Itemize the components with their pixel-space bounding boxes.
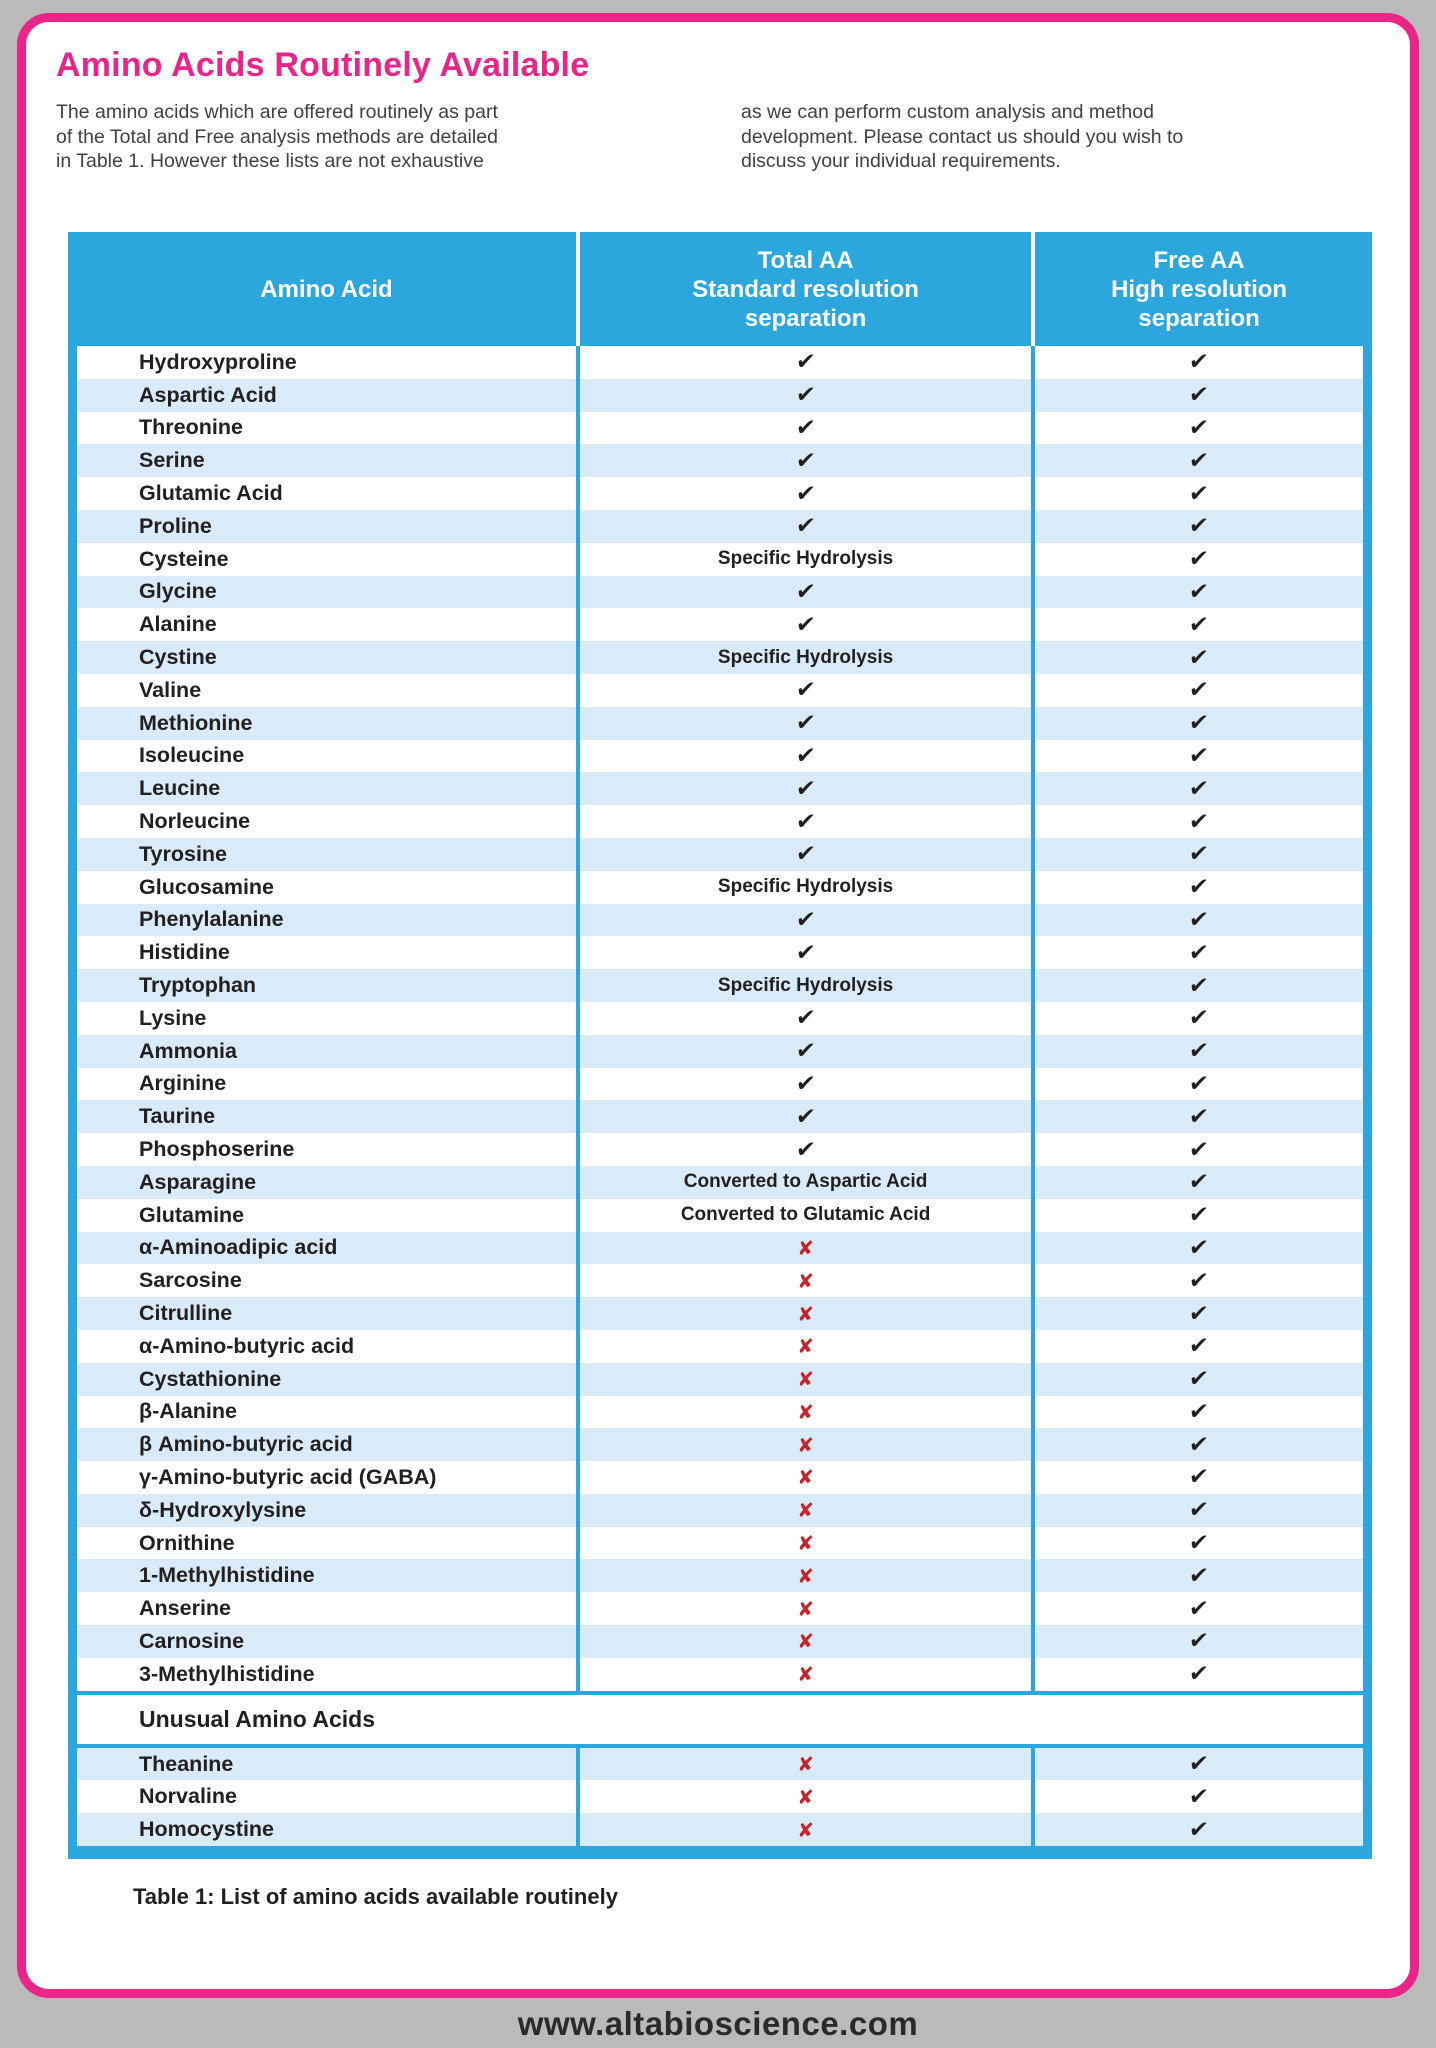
free-aa-cell [1031, 1133, 1363, 1166]
check-icon: ✔ [794, 677, 817, 704]
check-icon: ✔ [1188, 906, 1211, 933]
check-icon: ✔ [1188, 1005, 1211, 1032]
check-icon: ✔ [794, 1038, 817, 1065]
amino-acid-name: Ornithine [139, 1530, 235, 1555]
total-aa-cell [576, 1625, 1031, 1658]
table-row [77, 1748, 1363, 1781]
check-icon: ✔ [1188, 677, 1211, 704]
amino-acid-name: δ-Hydroxylysine [139, 1497, 307, 1522]
check-icon: ✔ [794, 447, 817, 474]
amino-acid-name: Sarcosine [139, 1268, 242, 1293]
table-row [77, 477, 1363, 510]
total-aa-cell [576, 838, 1031, 871]
total-aa-cell [576, 969, 1031, 1002]
table-row [77, 1428, 1363, 1461]
free-aa-cell [1031, 1559, 1363, 1592]
table-row [77, 412, 1363, 445]
table-row [77, 543, 1363, 576]
check-icon: ✔ [794, 480, 817, 507]
free-aa-cell [1031, 1461, 1363, 1494]
check-icon: ✔ [794, 578, 817, 605]
amino-acid-name: Norleucine [139, 809, 251, 834]
free-aa-cell [1031, 576, 1363, 609]
free-aa-cell [1031, 1396, 1363, 1429]
total-aa-cell [576, 904, 1031, 937]
check-icon: ✔ [1188, 972, 1211, 999]
free-aa-cell [1031, 1625, 1363, 1658]
table-row [77, 444, 1363, 477]
check-icon: ✔ [794, 349, 817, 376]
amino-acid-name: Arginine [139, 1071, 227, 1096]
check-icon: ✔ [1188, 349, 1211, 376]
total-aa-cell [576, 608, 1031, 641]
check-icon: ✔ [1188, 775, 1211, 802]
free-aa-cell [1031, 477, 1363, 510]
amino-acid-name: Lysine [139, 1005, 207, 1030]
amino-acid-name: Carnosine [139, 1628, 245, 1653]
free-aa-cell [1031, 1330, 1363, 1363]
free-aa-cell [1031, 1264, 1363, 1297]
amino-acid-name: Asparagine [139, 1169, 257, 1194]
check-icon: ✔ [1188, 1070, 1211, 1097]
amino-acid-name: 1-Methylhistidine [139, 1563, 315, 1588]
amino-acid-name: Leucine [139, 776, 221, 801]
check-icon: ✔ [1188, 1816, 1211, 1843]
table-row [77, 1035, 1363, 1068]
method-note: Converted to Glutamic Acid [680, 1204, 931, 1226]
intro-line: The amino acids which are offered routinely as part [56, 101, 498, 123]
intro-line: in Table 1. However these lists are not exhaustive [56, 150, 484, 172]
check-icon: ✔ [794, 513, 817, 540]
table-row [77, 1363, 1363, 1396]
method-note: Specific Hydrolysis [717, 974, 894, 996]
free-aa-cell [1031, 1199, 1363, 1232]
total-aa-cell [576, 772, 1031, 805]
table-row [77, 936, 1363, 969]
check-icon: ✔ [1188, 1751, 1211, 1778]
total-aa-cell [576, 543, 1031, 576]
table-row [77, 805, 1363, 838]
cross-icon: ✘ [797, 1399, 814, 1424]
free-aa-cell [1031, 871, 1363, 904]
free-aa-cell [1031, 1748, 1363, 1781]
check-icon: ✔ [1188, 1431, 1211, 1458]
total-aa-cell [576, 871, 1031, 904]
table-row [77, 1002, 1363, 1035]
amino-acid-name: Cysteine [139, 546, 229, 571]
table-row [77, 576, 1363, 609]
check-icon: ✔ [1188, 1234, 1211, 1261]
check-icon: ✔ [1188, 1366, 1211, 1393]
check-icon: ✔ [1188, 513, 1211, 540]
cross-icon: ✘ [797, 1662, 814, 1687]
free-aa-cell [1031, 838, 1363, 871]
table-row [77, 1559, 1363, 1592]
check-icon: ✔ [1188, 742, 1211, 769]
free-aa-cell [1031, 1232, 1363, 1265]
website-url[interactable]: www.altabioscience.com [517, 2005, 919, 2042]
table-row [77, 1658, 1363, 1691]
amino-acid-name: γ-Amino-butyric acid (GABA) [139, 1464, 437, 1489]
method-note: Converted to Aspartic Acid [683, 1171, 928, 1193]
free-aa-cell [1031, 379, 1363, 412]
table-caption: Table 1: List of amino acids available routinely [133, 1884, 618, 1909]
amino-acid-name: 3-Methylhistidine [139, 1661, 315, 1686]
check-icon: ✔ [794, 1005, 817, 1032]
total-aa-cell [576, 1035, 1031, 1068]
total-aa-cell [576, 674, 1031, 707]
amino-acid-name: Glutamine [139, 1202, 245, 1227]
free-aa-cell [1031, 510, 1363, 543]
cross-icon: ✘ [797, 1367, 814, 1392]
amino-acid-name: Serine [139, 448, 205, 473]
cross-icon: ✘ [797, 1596, 814, 1621]
total-aa-cell [576, 641, 1031, 674]
amino-acid-name: β Amino-butyric acid [139, 1432, 353, 1457]
cross-icon: ✘ [797, 1334, 814, 1359]
free-aa-cell [1031, 969, 1363, 1002]
amino-acid-name: Taurine [139, 1104, 216, 1129]
total-aa-cell [576, 1363, 1031, 1396]
cross-icon: ✘ [797, 1268, 814, 1293]
check-icon: ✔ [794, 841, 817, 868]
total-aa-cell [576, 1428, 1031, 1461]
header-label: High resolution [1111, 275, 1288, 303]
cross-icon: ✘ [797, 1563, 814, 1588]
free-aa-cell [1031, 444, 1363, 477]
intro-line: discuss your individual requirements. [741, 150, 1061, 172]
table-row [77, 1813, 1363, 1846]
amino-acid-name: Phosphoserine [139, 1137, 295, 1162]
free-aa-cell [1031, 1527, 1363, 1560]
amino-acid-name: Histidine [139, 940, 230, 965]
cross-icon: ✘ [797, 1531, 814, 1556]
check-icon: ✔ [794, 1103, 817, 1130]
check-icon: ✔ [1188, 939, 1211, 966]
free-aa-cell [1031, 1035, 1363, 1068]
total-aa-cell [576, 346, 1031, 379]
check-icon: ✔ [1188, 1497, 1211, 1524]
free-aa-cell [1031, 1428, 1363, 1461]
check-icon: ✔ [1188, 1464, 1211, 1491]
total-aa-cell [576, 379, 1031, 412]
table-row [77, 969, 1363, 1002]
check-icon: ✔ [794, 414, 817, 441]
intro-right-column [741, 100, 1341, 174]
cross-icon: ✘ [797, 1235, 814, 1260]
check-icon: ✔ [1188, 1398, 1211, 1425]
check-icon: ✔ [1188, 414, 1211, 441]
intro-paragraphs [56, 100, 1341, 174]
check-icon: ✔ [1188, 480, 1211, 507]
table-row [77, 838, 1363, 871]
amino-acid-name: Norvaline [139, 1784, 237, 1809]
check-icon: ✔ [1188, 382, 1211, 409]
total-aa-cell [576, 1494, 1031, 1527]
cross-icon: ✘ [797, 1784, 814, 1809]
free-aa-cell [1031, 674, 1363, 707]
table-row [77, 1068, 1363, 1101]
check-icon: ✔ [794, 1136, 817, 1163]
amino-acid-name: Cystine [139, 645, 217, 670]
check-icon: ✔ [1188, 1783, 1211, 1810]
cross-icon: ✘ [797, 1752, 814, 1777]
free-aa-cell [1031, 1592, 1363, 1625]
table-row [77, 740, 1363, 773]
check-icon: ✔ [1188, 1530, 1211, 1557]
amino-acid-name: Tyrosine [139, 841, 228, 866]
table-row [77, 1396, 1363, 1429]
method-note: Specific Hydrolysis [717, 646, 894, 668]
footer-bar [0, 2000, 1436, 2048]
check-icon: ✔ [1188, 1038, 1211, 1065]
total-aa-cell [576, 444, 1031, 477]
cross-icon: ✘ [797, 1432, 814, 1457]
check-icon: ✔ [794, 906, 817, 933]
check-icon: ✔ [1188, 1661, 1211, 1688]
table-row [77, 1527, 1363, 1560]
table-row [77, 510, 1363, 543]
table-row [77, 1625, 1363, 1658]
unusual-table-body [77, 1748, 1363, 1846]
table-row [77, 904, 1363, 937]
table-row [77, 346, 1363, 379]
free-aa-cell [1031, 1166, 1363, 1199]
table-body [77, 346, 1363, 1691]
header-label: Free AA [1153, 246, 1245, 274]
check-icon: ✔ [794, 382, 817, 409]
total-aa-cell [576, 1002, 1031, 1035]
total-aa-cell [576, 1461, 1031, 1494]
table-row [77, 1330, 1363, 1363]
free-aa-cell [1031, 740, 1363, 773]
table-row [77, 1780, 1363, 1813]
amino-acid-name: Tryptophan [139, 973, 257, 998]
total-aa-cell [576, 477, 1031, 510]
total-aa-cell [576, 1133, 1031, 1166]
cross-icon: ✘ [797, 1301, 814, 1326]
check-icon: ✔ [1188, 611, 1211, 638]
free-aa-cell [1031, 1068, 1363, 1101]
intro-line: development. Please contact us should you wish to [741, 125, 1184, 148]
amino-acid-name: Homocystine [139, 1817, 275, 1842]
amino-acid-name: α-Amino-butyric acid [139, 1333, 355, 1358]
total-aa-cell [576, 707, 1031, 740]
check-icon: ✔ [794, 742, 817, 769]
amino-acid-name: Ammonia [139, 1038, 237, 1063]
total-aa-cell [576, 936, 1031, 969]
total-aa-cell [576, 510, 1031, 543]
header-label: separation [1138, 304, 1260, 332]
check-icon: ✔ [794, 710, 817, 737]
table-row [77, 1100, 1363, 1133]
amino-acid-name: Glycine [139, 579, 217, 604]
free-aa-cell [1031, 1658, 1363, 1691]
total-aa-cell [576, 1813, 1031, 1846]
free-aa-cell [1031, 608, 1363, 641]
table-row [77, 1592, 1363, 1625]
check-icon: ✔ [794, 611, 817, 638]
free-aa-cell [1031, 1297, 1363, 1330]
free-aa-cell [1031, 772, 1363, 805]
intro-line: of the Total and Free analysis methods are detailed [56, 125, 498, 148]
amino-acid-name: Threonine [139, 415, 243, 440]
check-icon: ✔ [1188, 1202, 1211, 1229]
amino-acid-name: Proline [139, 513, 212, 538]
check-icon: ✔ [794, 939, 817, 966]
check-icon: ✔ [1188, 1103, 1211, 1130]
total-aa-cell [576, 1068, 1031, 1101]
check-icon: ✔ [1188, 644, 1211, 671]
section-header-label: Unusual Amino Acids [139, 1705, 375, 1732]
section-header-row [77, 1695, 1363, 1744]
amino-acid-name: Alanine [139, 612, 217, 637]
check-icon: ✔ [1188, 1595, 1211, 1622]
amino-acid-name: Citrulline [139, 1301, 233, 1325]
free-aa-cell [1031, 904, 1363, 937]
total-aa-cell [576, 1199, 1031, 1232]
total-aa-cell [576, 1780, 1031, 1813]
free-aa-cell [1031, 1100, 1363, 1133]
method-note: Specific Hydrolysis [717, 548, 894, 570]
method-note: Specific Hydrolysis [717, 876, 894, 898]
amino-acid-name: Hydroxyproline [139, 349, 297, 374]
header-label: Total AA [757, 246, 854, 274]
table-row [77, 772, 1363, 805]
amino-acid-name: Isoleucine [139, 743, 245, 768]
check-icon: ✔ [1188, 1169, 1211, 1196]
total-aa-cell [576, 1166, 1031, 1199]
total-aa-cell [576, 1658, 1031, 1691]
free-aa-cell [1031, 1363, 1363, 1396]
header-label: separation [744, 304, 867, 332]
amino-acid-name: Anserine [139, 1596, 232, 1621]
table-row [77, 1232, 1363, 1265]
check-icon: ✔ [1188, 808, 1211, 835]
total-aa-cell [576, 805, 1031, 838]
table-row [77, 1461, 1363, 1494]
check-icon: ✔ [1188, 1628, 1211, 1655]
free-aa-cell [1031, 1780, 1363, 1813]
amino-acid-table [68, 232, 1372, 1859]
table-row [77, 1494, 1363, 1527]
header-total-aa [576, 232, 1031, 346]
table-row [77, 1297, 1363, 1330]
cross-icon: ✘ [797, 1817, 814, 1842]
free-aa-cell [1031, 1813, 1363, 1846]
amino-acid-name: Valine [139, 677, 202, 702]
free-aa-cell [1031, 641, 1363, 674]
check-icon: ✔ [1188, 1562, 1211, 1589]
intro-line: as we can perform custom analysis and method [741, 101, 1154, 123]
amino-acid-name: Glutamic Acid [139, 481, 283, 506]
check-icon: ✔ [1188, 447, 1211, 474]
total-aa-cell [576, 1330, 1031, 1363]
check-icon: ✔ [794, 808, 817, 835]
total-aa-cell [576, 1100, 1031, 1133]
amino-acid-name: Theanine [139, 1751, 234, 1776]
cross-icon: ✘ [797, 1629, 814, 1654]
check-icon: ✔ [1188, 1267, 1211, 1294]
total-aa-cell [576, 1396, 1031, 1429]
total-aa-cell [576, 1232, 1031, 1265]
check-icon: ✔ [1188, 1136, 1211, 1163]
page-title: Amino Acids Routinely Available [56, 46, 590, 84]
total-aa-cell [576, 1264, 1031, 1297]
intro-left-column [56, 100, 516, 174]
header-label: Amino Acid [260, 275, 393, 303]
amino-acid-name: Phenylalanine [139, 907, 284, 932]
table-row [77, 707, 1363, 740]
table-row [77, 379, 1363, 412]
total-aa-cell [576, 576, 1031, 609]
check-icon: ✔ [1188, 546, 1211, 573]
table-row [77, 1199, 1363, 1232]
table-row [77, 608, 1363, 641]
amino-acid-name: Glucosamine [139, 874, 275, 899]
amino-acid-name: β-Alanine [139, 1399, 237, 1424]
header-amino-acid [77, 232, 576, 346]
total-aa-cell [576, 412, 1031, 445]
header-free-aa [1031, 232, 1363, 346]
total-aa-cell [576, 1559, 1031, 1592]
free-aa-cell [1031, 805, 1363, 838]
total-aa-cell [576, 740, 1031, 773]
check-icon: ✔ [1188, 841, 1211, 868]
table-row [77, 1166, 1363, 1199]
check-icon: ✔ [1188, 1300, 1211, 1327]
table-header-row [77, 232, 1363, 346]
free-aa-cell [1031, 707, 1363, 740]
free-aa-cell [1031, 543, 1363, 576]
total-aa-cell [576, 1592, 1031, 1625]
cross-icon: ✘ [797, 1465, 814, 1490]
check-icon: ✔ [1188, 874, 1211, 901]
check-icon: ✔ [1188, 578, 1211, 605]
amino-acid-name: α-Aminoadipic acid [139, 1235, 338, 1260]
free-aa-cell [1031, 412, 1363, 445]
free-aa-cell [1031, 1494, 1363, 1527]
table-row [77, 871, 1363, 904]
free-aa-cell [1031, 346, 1363, 379]
total-aa-cell [576, 1297, 1031, 1330]
amino-acid-name: Cystathionine [139, 1366, 282, 1391]
check-icon: ✔ [1188, 710, 1211, 737]
check-icon: ✔ [794, 775, 817, 802]
check-icon: ✔ [1188, 1333, 1211, 1360]
table-row [77, 1264, 1363, 1297]
header-label: Standard resolution [692, 275, 919, 303]
cross-icon: ✘ [797, 1498, 814, 1523]
total-aa-cell [576, 1748, 1031, 1781]
free-aa-cell [1031, 936, 1363, 969]
free-aa-cell [1031, 1002, 1363, 1035]
table-row [77, 674, 1363, 707]
table-row [77, 1133, 1363, 1166]
check-icon: ✔ [794, 1070, 817, 1097]
page-card [17, 13, 1419, 1998]
total-aa-cell [576, 1527, 1031, 1560]
amino-acid-name: Methionine [139, 710, 253, 735]
table-row [77, 641, 1363, 674]
amino-acid-name: Aspartic Acid [139, 382, 277, 407]
